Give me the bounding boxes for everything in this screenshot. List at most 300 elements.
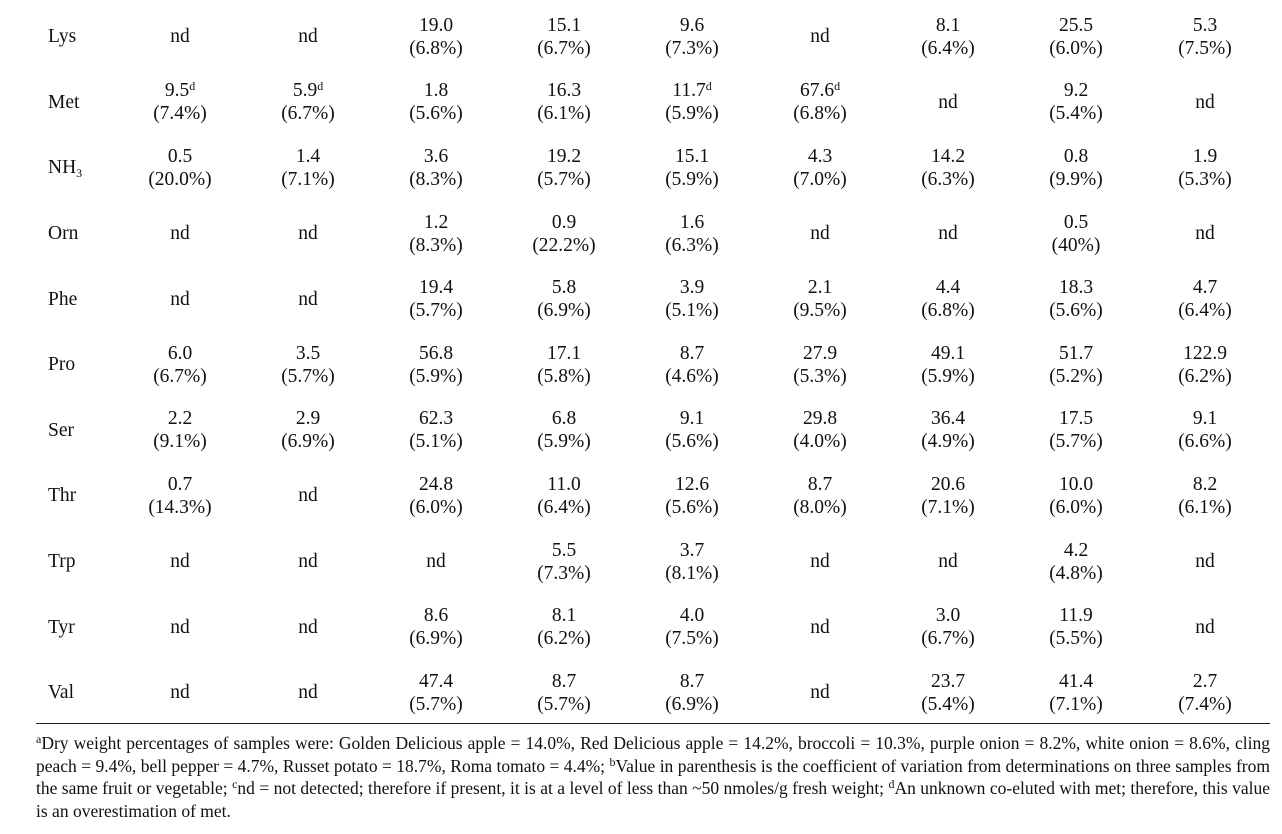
cell-value [244, 25, 372, 48]
cell-cv: (6.0%) [1049, 37, 1103, 59]
table-cell [628, 266, 756, 332]
cell-value-text: nd [1195, 616, 1215, 638]
table-cell [1012, 398, 1140, 464]
cell-cv: (40%) [1051, 234, 1101, 256]
cell-cv: (5.7%) [409, 300, 463, 322]
cell-cv: (5.4%) [921, 693, 975, 715]
cell-cv: (4.8%) [1049, 562, 1103, 584]
cell-value-text: nd [298, 616, 318, 638]
cell-value [372, 211, 500, 234]
cell-value [884, 670, 1012, 693]
table-cell [372, 594, 500, 660]
table-cell [1012, 135, 1140, 201]
table-cell [884, 660, 1012, 726]
cell-value-text: 3.5 [295, 342, 321, 364]
table-cell [500, 529, 628, 595]
cell-cv: (5.9%) [665, 168, 719, 190]
cell-value-text: nd [170, 616, 190, 638]
cell-value-text: nd [298, 26, 318, 48]
cell-value-text: 1.6 [679, 211, 705, 233]
table-cell [628, 4, 756, 70]
table-cell [1012, 529, 1140, 595]
cell-value [628, 211, 756, 234]
table-cell [884, 529, 1012, 595]
table-cell [116, 529, 244, 595]
table-cell [756, 201, 884, 267]
cell-value-text: 8.7 [807, 473, 833, 495]
cell-cv: (7.1%) [1049, 693, 1103, 715]
cell-value-text: nd [938, 551, 958, 573]
cell-cv: (8.0%) [793, 496, 847, 518]
cell-value [116, 222, 244, 245]
table-cell [244, 4, 372, 70]
table-cell [372, 332, 500, 398]
cell-cv: (7.3%) [665, 37, 719, 59]
data-table-container [36, 4, 1270, 726]
cell-value-text: 19.4 [418, 277, 454, 299]
cell-cv: (6.7%) [537, 37, 591, 59]
table-cell [116, 4, 244, 70]
cell-value [244, 407, 372, 430]
cell-cv: (5.4%) [1049, 103, 1103, 125]
cell-cv: (5.9%) [665, 103, 719, 125]
cell-cv: (4.6%) [665, 365, 719, 387]
cell-value [372, 473, 500, 496]
cell-value [500, 276, 628, 299]
cell-value [756, 473, 884, 496]
cell-cv: (7.1%) [921, 496, 975, 518]
table-footnote [36, 732, 1270, 822]
cell-value [1012, 473, 1140, 496]
table-cell [244, 266, 372, 332]
cell-value-text: 8.7 [679, 670, 705, 692]
table-cell [884, 398, 1012, 464]
cell-cv: (6.9%) [537, 300, 591, 322]
table-cell [756, 135, 884, 201]
cell-cv: (5.3%) [793, 365, 847, 387]
cell-value-text: 4.4 [935, 277, 961, 299]
cell-value [1012, 145, 1140, 168]
cell-value-text: 67.6 [799, 80, 835, 102]
cell-value-text: 1.4 [295, 145, 321, 167]
cell-value-text: 56.8 [418, 342, 454, 364]
table-cell [244, 135, 372, 201]
table-cell [372, 201, 500, 267]
table-bottom-rule [36, 723, 1270, 724]
cell-value-text: 20.6 [930, 473, 966, 495]
cell-value [756, 79, 884, 102]
cell-value [116, 550, 244, 573]
cell-value-text: 4.3 [807, 145, 833, 167]
cell-value-text: 15.1 [546, 14, 582, 36]
table-cell [1140, 4, 1270, 70]
cell-value [1012, 604, 1140, 627]
cell-value [884, 550, 1012, 573]
row-label [36, 529, 116, 595]
cell-value-text: 2.9 [295, 408, 321, 430]
cell-value [1012, 539, 1140, 562]
cell-value [1012, 407, 1140, 430]
cell-cv: (7.1%) [281, 168, 335, 190]
cell-value [244, 616, 372, 639]
cell-value-text: 3.0 [935, 605, 961, 627]
cell-value-text: 5.5 [551, 539, 577, 561]
cell-value-text: 0.5 [1063, 211, 1089, 233]
cell-value [244, 484, 372, 507]
table-body [36, 4, 1270, 726]
cell-value [1140, 14, 1270, 37]
table-cell [756, 70, 884, 136]
cell-value [756, 222, 884, 245]
cell-value-text: nd [298, 288, 318, 310]
cell-value-text: nd [170, 26, 190, 48]
cell-value [756, 550, 884, 573]
cell-value [756, 407, 884, 430]
table-cell [244, 70, 372, 136]
cell-cv: (5.9%) [409, 365, 463, 387]
table-cell [1012, 266, 1140, 332]
cell-cv: (6.9%) [281, 431, 335, 453]
cell-value [244, 342, 372, 365]
cell-value-text: 49.1 [930, 342, 966, 364]
cell-value [372, 670, 500, 693]
cell-value-text: 4.7 [1192, 277, 1218, 299]
cell-value-text: nd [810, 26, 830, 48]
cell-value [884, 145, 1012, 168]
cell-value-text: 12.6 [674, 473, 710, 495]
table-cell [372, 266, 500, 332]
cell-value [1012, 670, 1140, 693]
cell-value-text: 51.7 [1058, 342, 1094, 364]
cell-cv: (20.0%) [148, 168, 212, 190]
table-cell [372, 135, 500, 201]
cell-value-text: 1.9 [1192, 145, 1218, 167]
table-cell [244, 463, 372, 529]
cell-value [628, 670, 756, 693]
cell-cv: (9.1%) [153, 431, 207, 453]
cell-value-text: 6.0 [167, 342, 193, 364]
cell-value [884, 473, 1012, 496]
cell-cv: (5.6%) [1049, 300, 1103, 322]
cell-value [116, 25, 244, 48]
row-label-subscript: 3 [76, 166, 83, 181]
cell-value [628, 473, 756, 496]
row-label [36, 660, 116, 726]
cell-value-text: 29.8 [802, 408, 838, 430]
cell-value [1012, 211, 1140, 234]
table-cell [756, 463, 884, 529]
cell-cv: (6.7%) [281, 103, 335, 125]
cell-value-text: 3.6 [423, 145, 449, 167]
table-row [36, 201, 1270, 267]
cell-value-text: 10.0 [1058, 473, 1094, 495]
cell-cv: (5.7%) [281, 365, 335, 387]
cell-value [1012, 14, 1140, 37]
cell-value [1140, 550, 1270, 573]
cell-value [1140, 145, 1270, 168]
table-cell [116, 332, 244, 398]
cell-value [372, 604, 500, 627]
cell-value-text: 0.9 [551, 211, 577, 233]
table-row [36, 70, 1270, 136]
cell-value-text: 0.5 [167, 145, 193, 167]
table-row [36, 332, 1270, 398]
table-cell [1140, 201, 1270, 267]
footnote-b-mark: b [609, 754, 616, 769]
cell-value [372, 342, 500, 365]
cell-cv: (7.0%) [793, 168, 847, 190]
cell-value-text: 9.5 [164, 80, 190, 102]
cell-cv: (6.1%) [1178, 496, 1232, 518]
cell-value [884, 342, 1012, 365]
cell-value [500, 79, 628, 102]
table-cell [628, 463, 756, 529]
cell-value [884, 276, 1012, 299]
row-label [36, 398, 116, 464]
cell-cv: (5.2%) [1049, 365, 1103, 387]
table-row [36, 594, 1270, 660]
cell-cv: (6.9%) [665, 693, 719, 715]
cell-cv: (7.4%) [1178, 693, 1232, 715]
cell-cv: (6.8%) [921, 300, 975, 322]
table-cell [1012, 660, 1140, 726]
cell-value [884, 407, 1012, 430]
cell-value [756, 681, 884, 704]
table-cell [244, 201, 372, 267]
footnote-a-mark: a [36, 732, 42, 746]
footnote-d-text: An unknown co-eluted with met; therefore, this value is an overestimation of met. [36, 778, 1270, 821]
cell-value-text: 47.4 [418, 670, 454, 692]
table-cell [628, 660, 756, 726]
cell-cv: (6.2%) [1178, 365, 1232, 387]
table-cell [500, 135, 628, 201]
cell-value-text: 8.7 [551, 670, 577, 692]
cell-value-text: 11.7 [672, 80, 706, 102]
cell-value [116, 407, 244, 430]
cell-value [1140, 670, 1270, 693]
cell-value-text: 5.3 [1192, 14, 1218, 36]
cell-value-text: 8.2 [1192, 473, 1218, 495]
cell-value [1012, 79, 1140, 102]
cell-value-text: nd [170, 288, 190, 310]
table-cell [372, 398, 500, 464]
table-cell [628, 201, 756, 267]
cell-value-text: 8.6 [423, 605, 449, 627]
cell-value-text: 62.3 [418, 408, 454, 430]
cell-cv: (8.1%) [665, 562, 719, 584]
cell-value [1012, 342, 1140, 365]
cell-value [756, 276, 884, 299]
cell-cv: (6.7%) [153, 365, 207, 387]
cell-value-text: 24.8 [418, 473, 454, 495]
cell-value-text: nd [298, 551, 318, 573]
cell-value-text: nd [426, 551, 446, 573]
cell-value [372, 14, 500, 37]
cell-value-text: nd [1195, 91, 1215, 113]
footnote-marker: d [834, 79, 841, 94]
cell-cv: (4.9%) [921, 431, 975, 453]
table-cell [1140, 398, 1270, 464]
table-cell [372, 463, 500, 529]
cell-cv: (22.2%) [532, 234, 596, 256]
row-label [36, 266, 116, 332]
cell-value [500, 14, 628, 37]
table-cell [116, 135, 244, 201]
cell-value-text: nd [298, 682, 318, 704]
cell-value [756, 616, 884, 639]
table-cell [756, 266, 884, 332]
cell-value-text: nd [170, 682, 190, 704]
cell-value [116, 288, 244, 311]
cell-value [628, 407, 756, 430]
cell-cv: (5.9%) [537, 431, 591, 453]
cell-value-text: 17.5 [1058, 408, 1094, 430]
cell-cv: (6.4%) [537, 496, 591, 518]
cell-value [884, 222, 1012, 245]
cell-value-text: 5.8 [551, 277, 577, 299]
table-cell [244, 398, 372, 464]
cell-cv: (6.9%) [409, 628, 463, 650]
table-cell [116, 594, 244, 660]
cell-cv: (6.8%) [409, 37, 463, 59]
table-cell [628, 332, 756, 398]
cell-value [628, 342, 756, 365]
cell-cv: (5.7%) [537, 168, 591, 190]
cell-value-text: 8.1 [551, 605, 577, 627]
cell-cv: (5.3%) [1178, 168, 1232, 190]
row-label-text: Lys [48, 26, 77, 48]
cell-cv: (5.6%) [665, 496, 719, 518]
table-cell [372, 529, 500, 595]
cell-cv: (6.8%) [793, 103, 847, 125]
cell-value-text: 122.9 [1183, 342, 1227, 364]
table-cell [1140, 660, 1270, 726]
footnote-b-text: Value in parenthesis is the coefficient of variation from determinations on three samples from the same fruit or vegetable; [36, 755, 1270, 798]
table-cell [500, 266, 628, 332]
table-cell [1012, 594, 1140, 660]
row-label [36, 201, 116, 267]
footnote-a-text: Dry weight percentages of samples were: Golden Delicious apple = 14.0%, Red Delicious apple = 14.2%, broccoli = 10.3%, purple onion = 8.2%, white onion = 8.6%, cling peach = 9.4%, bell pepper = 4.7%, Russet potato = 18.7%, Roma tomato = 4.4%; [36, 733, 1270, 776]
cell-value-text: 0.7 [167, 473, 193, 495]
cell-value-text: 9.1 [1192, 408, 1218, 430]
cell-value [1140, 342, 1270, 365]
table-cell [884, 4, 1012, 70]
row-label-text: Pro [48, 354, 76, 376]
cell-value-text: 9.2 [1063, 80, 1089, 102]
cell-cv: (4.0%) [793, 431, 847, 453]
cell-cv: (7.4%) [153, 103, 207, 125]
row-label-text: Met [48, 91, 80, 113]
cell-cv: (6.3%) [665, 234, 719, 256]
table-cell [1012, 201, 1140, 267]
row-label-text: Tyr [48, 616, 75, 638]
row-label-text: Ser [48, 419, 74, 441]
cell-value [116, 616, 244, 639]
cell-cv: (14.3%) [148, 496, 212, 518]
table-cell [756, 398, 884, 464]
table-cell [884, 70, 1012, 136]
table-cell [756, 332, 884, 398]
cell-value [372, 407, 500, 430]
cell-value [628, 14, 756, 37]
table-cell [500, 201, 628, 267]
cell-cv: (7.5%) [1178, 37, 1232, 59]
table-cell [1012, 4, 1140, 70]
cell-value-text: 27.9 [802, 342, 838, 364]
footnote-c-mark: c [232, 777, 238, 791]
cell-value [756, 25, 884, 48]
cell-cv: (6.6%) [1178, 431, 1232, 453]
cell-cv: (5.6%) [409, 103, 463, 125]
cell-cv: (5.9%) [921, 365, 975, 387]
cell-value [116, 681, 244, 704]
cell-value-text: 25.5 [1058, 14, 1094, 36]
cell-value-text: 1.8 [423, 80, 449, 102]
cell-value [1140, 276, 1270, 299]
cell-value-text: 36.4 [930, 408, 966, 430]
cell-value [628, 276, 756, 299]
table-cell [884, 332, 1012, 398]
table-cell [756, 594, 884, 660]
table-cell [1140, 266, 1270, 332]
table-cell [244, 594, 372, 660]
table-cell [628, 70, 756, 136]
table-cell [1140, 529, 1270, 595]
row-label-text: Thr [48, 485, 77, 507]
cell-value [756, 342, 884, 365]
table-cell [116, 266, 244, 332]
cell-cv: (6.4%) [921, 37, 975, 59]
cell-value-text: nd [170, 551, 190, 573]
cell-value-text: 1.2 [423, 211, 449, 233]
cell-value [500, 473, 628, 496]
table-cell [372, 660, 500, 726]
table-cell [1140, 594, 1270, 660]
table-row [36, 266, 1270, 332]
cell-value-text: nd [938, 223, 958, 245]
table-cell [756, 660, 884, 726]
cell-value [500, 539, 628, 562]
cell-cv: (5.1%) [409, 431, 463, 453]
table-cell [500, 398, 628, 464]
row-label [36, 594, 116, 660]
table-cell [1140, 135, 1270, 201]
cell-cv: (5.1%) [665, 300, 719, 322]
cell-cv: (8.3%) [409, 168, 463, 190]
cell-cv: (6.2%) [537, 628, 591, 650]
cell-value [628, 604, 756, 627]
table-cell [372, 4, 500, 70]
table-cell [628, 135, 756, 201]
cell-value-text: 3.9 [679, 277, 705, 299]
cell-value [884, 91, 1012, 114]
table-cell [1140, 332, 1270, 398]
cell-value [500, 407, 628, 430]
cell-value-text: 2.1 [807, 277, 833, 299]
cell-value [372, 550, 500, 573]
table-cell [628, 398, 756, 464]
row-label-text: NH [48, 157, 77, 179]
cell-value-text: 8.1 [935, 14, 961, 36]
cell-cv: (8.3%) [409, 234, 463, 256]
cell-value [244, 681, 372, 704]
cell-cv: (6.3%) [921, 168, 975, 190]
cell-value-text: nd [938, 91, 958, 113]
cell-value [244, 222, 372, 245]
cell-value [1140, 91, 1270, 114]
table-cell [244, 660, 372, 726]
table-row [36, 529, 1270, 595]
